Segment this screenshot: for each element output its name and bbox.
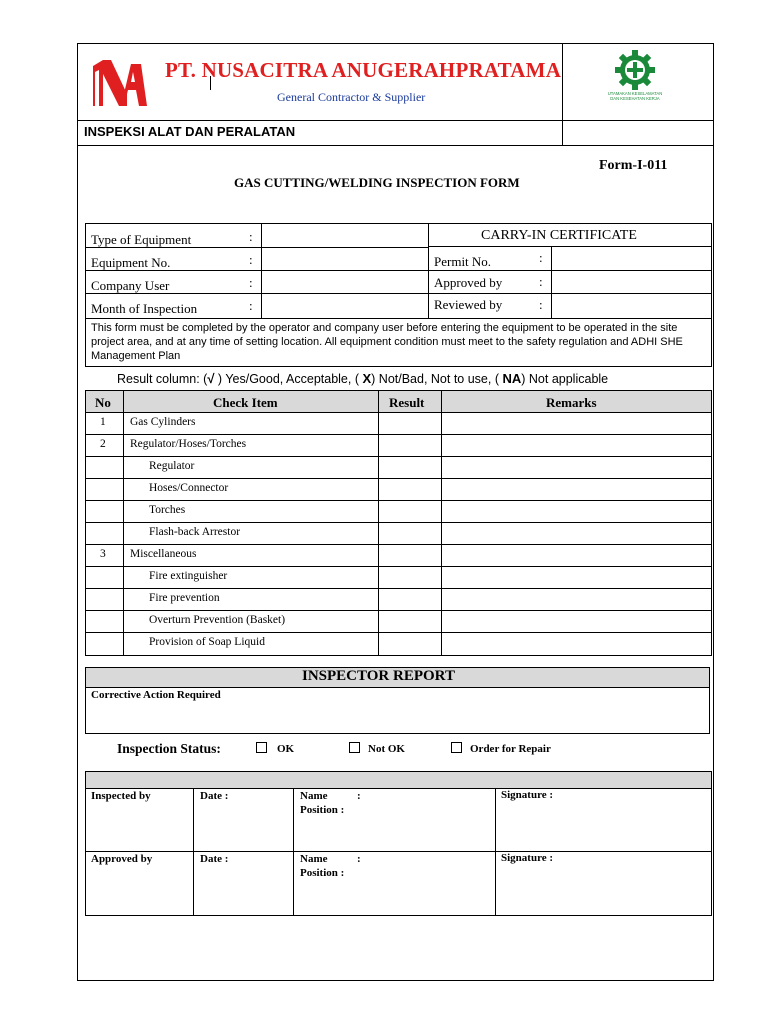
- header-divider: [77, 120, 714, 121]
- check-item-label: Miscellaneous: [130, 548, 197, 560]
- approved-by-sign-label: Approved by: [91, 853, 153, 865]
- remarks-cell[interactable]: [442, 567, 710, 587]
- result-cell[interactable]: [379, 567, 440, 587]
- col-check-item-header: Check Item: [213, 395, 278, 410]
- section-title: INSPEKSI ALAT DAN PERALATAN: [84, 124, 296, 139]
- remarks-cell[interactable]: [442, 435, 710, 455]
- form-number: Form-I-011: [599, 158, 668, 173]
- approved-position-label: Position :: [300, 867, 345, 879]
- company-name: PT. NUSACITRA ANUGERAHPRATAMA: [165, 58, 562, 82]
- result-cell[interactable]: [379, 501, 440, 521]
- reviewed-by-label: Reviewed by: [434, 297, 503, 312]
- safety-logo-text-1: UTAMAKAN KESELAMATAN: [607, 91, 663, 96]
- result-cell[interactable]: [379, 413, 440, 433]
- check-item-label: Flash-back Arrestor: [149, 526, 241, 538]
- remarks-cell[interactable]: [442, 413, 710, 433]
- status-not-ok-checkbox[interactable]: [349, 742, 360, 753]
- remarks-cell[interactable]: [442, 479, 710, 499]
- check-item-label: Torches: [149, 504, 186, 516]
- check-item-label: Provision of Soap Liquid: [149, 636, 265, 648]
- row-number: 3: [100, 548, 106, 560]
- section-divider: [77, 145, 714, 146]
- signoff-table: [85, 788, 712, 916]
- remarks-cell[interactable]: [442, 523, 710, 543]
- result-cell[interactable]: [379, 611, 440, 631]
- result-cell[interactable]: [379, 457, 440, 477]
- inspected-name-label: Name: [300, 790, 328, 802]
- remarks-cell[interactable]: [442, 633, 710, 653]
- header-logo-divider: [562, 43, 563, 121]
- x-symbol: X: [362, 371, 372, 386]
- check-item-label: Overturn Prevention (Basket): [149, 614, 286, 626]
- safety-gear-logo: [603, 50, 667, 102]
- approved-signature-label: Signature :: [501, 852, 554, 864]
- status-order-repair-checkbox[interactable]: [451, 742, 462, 753]
- col-result-header: Result: [389, 395, 425, 410]
- safety-logo-text-2: DAN KESEHATAN KERJA: [610, 96, 660, 101]
- col-remarks-header: Remarks: [546, 395, 597, 410]
- inspected-by-label: Inspected by: [91, 790, 151, 802]
- result-legend: Result column: (√ ) Yes/Good, Acceptable, ( X) Not/Bad, Not to use, ( NA) Not applicable: [117, 371, 609, 386]
- remarks-cell[interactable]: [442, 545, 710, 565]
- result-cell[interactable]: [379, 633, 440, 653]
- result-cell[interactable]: [379, 435, 440, 455]
- check-item-label: Regulator/Hoses/Torches: [130, 438, 247, 450]
- result-cell[interactable]: [379, 545, 440, 565]
- inspected-date-label: Date :: [200, 790, 229, 802]
- row-number: 2: [100, 438, 106, 450]
- result-cell[interactable]: [379, 589, 440, 609]
- inspector-report-title: INSPECTOR REPORT: [302, 668, 455, 684]
- remarks-cell[interactable]: [442, 589, 710, 609]
- check-item-label: Gas Cylinders: [130, 416, 196, 428]
- carry-in-certificate-title: CARRY-IN CERTIFICATE: [481, 228, 637, 243]
- section-small-divider: [562, 121, 563, 145]
- row-number: 1: [100, 416, 106, 428]
- inspection-status-label: Inspection Status:: [117, 741, 221, 756]
- company-user-label: Company User: [91, 278, 170, 293]
- remarks-cell[interactable]: [442, 501, 710, 521]
- result-cell[interactable]: [379, 479, 440, 499]
- check-item-label: Regulator: [149, 460, 195, 472]
- remarks-cell[interactable]: [442, 611, 710, 631]
- corrective-action-label: Corrective Action Required: [91, 689, 221, 701]
- col-no-header: No: [95, 395, 111, 410]
- company-tagline: General Contractor & Supplier: [277, 90, 426, 104]
- instruction-note: This form must be completed by the operator and company user before entering the equipment to be operated in the site project area, and at any time of setting location. All equipment condition must meet to the safety regulation and ADHI SHE Management Plan: [91, 322, 683, 362]
- form-title: GAS CUTTING/WELDING INSPECTION FORM: [234, 175, 520, 190]
- approved-name-label: Name: [300, 853, 328, 865]
- month-of-inspection-label: Month of Inspection: [91, 301, 198, 316]
- check-item-label: Fire extinguisher: [149, 570, 228, 582]
- result-cell[interactable]: [379, 523, 440, 543]
- status-order-repair-label: Order for Repair: [470, 743, 551, 755]
- permit-no-label: Permit No.: [434, 254, 492, 269]
- type-of-equipment-label: Type of Equipment: [91, 232, 192, 247]
- equipment-no-label: Equipment No.: [91, 255, 171, 270]
- approved-by-label: Approved by: [434, 275, 503, 290]
- check-item-label: Fire prevention: [149, 592, 220, 604]
- status-not-ok-label: Not OK: [368, 743, 405, 755]
- inspected-position-label: Position :: [300, 804, 345, 816]
- na-symbol: NA: [502, 371, 522, 386]
- status-ok-label: OK: [277, 743, 295, 755]
- remarks-cell[interactable]: [442, 457, 710, 477]
- check-item-label: Hoses/Connector: [149, 482, 229, 494]
- approved-date-label: Date :: [200, 853, 229, 865]
- signoff-header-row: [85, 771, 712, 789]
- company-logo: [93, 60, 147, 106]
- inspected-signature-label: Signature :: [501, 789, 554, 801]
- check-symbol: √: [207, 371, 215, 386]
- status-ok-checkbox[interactable]: [256, 742, 267, 753]
